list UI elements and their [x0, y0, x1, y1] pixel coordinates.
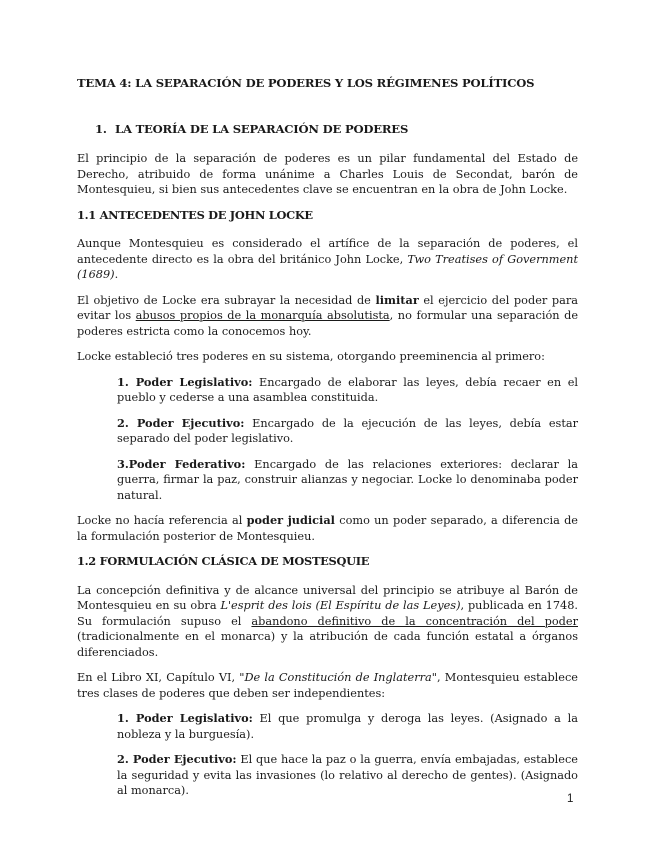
page-number: 1	[567, 793, 574, 805]
section-number: 1.	[95, 121, 107, 136]
document-body	[77, 76, 578, 809]
paragraph-text: .	[114, 268, 119, 281]
item-text: Encargado de elaborar las leyes, debía recaer en el pueblo y cederse a una asamblea constituida.	[117, 375, 579, 404]
bold-text: poder judicial	[246, 513, 335, 527]
item-text: Encargado de las relaciones exteriores: declarar la guerra, firmar la paz, construir alianzas y negociar. Locke lo denominaba poder natural.	[117, 457, 579, 502]
paragraph-text: En el Libro XI, Capítulo VI,	[77, 671, 240, 684]
list-item	[117, 711, 578, 742]
list-item	[117, 416, 578, 447]
bold-text: limitar	[375, 292, 419, 307]
subsection-heading-1-1: 1.1 ANTECEDENTES DE JOHN LOCKE	[77, 207, 313, 222]
paragraph-locke-powers: Locke estableció tres poderes en su sistema, otorgando preeminencia al primero:	[77, 350, 545, 363]
item-text: Encargado de la ejecución de las leyes, debía estar separado del poder legislativo.	[117, 416, 578, 445]
paragraph-locke-objective	[77, 293, 578, 340]
section-label: LA TEORÍA DE LA SEPARACIÓN DE PODERES	[115, 121, 409, 136]
item-text: El que hace la paz o la guerra, envía embajadas, establece la seguridad y evita las invasiones (lo relativo al derecho de gentes). (Asignado al monarca).	[117, 753, 578, 797]
italic-chapter-title: "De la Constitución de Inglaterra"	[239, 671, 437, 684]
underlined-text: abandono definitivo de la concentración del poder	[251, 614, 578, 628]
document-title: TEMA 4: LA SEPARACIÓN DE PODERES Y LOS RÉGIMENES POLÍTICOS	[77, 76, 535, 90]
paragraph-locke-antecedent	[77, 236, 578, 283]
list-item	[117, 752, 578, 799]
list-item	[117, 457, 578, 504]
montesquieu-powers-list	[77, 711, 578, 799]
item-label: 2. Poder Ejecutivo:	[117, 415, 245, 430]
paragraph-text: como un poder separado, a diferencia de la formulación posterior de Montesquieu.	[77, 514, 578, 543]
section-heading-1	[77, 122, 578, 138]
underlined-text: abusos propios de la monarquía absolutista	[135, 309, 390, 322]
paragraph-text: (tradicionalmente en el monarca) y la atribución de cada función estatal a órganos diferenciados.	[77, 630, 578, 659]
paragraph-text: el ejercicio del poder para evitar los	[77, 293, 578, 322]
paragraph-text: , no formular una separación de poderes estricta como la conocemos hoy.	[77, 309, 579, 338]
italic-book-title: Two Treatises of Government (1689)	[77, 252, 578, 281]
subsection-heading-1-2: 1.2 FORMULACIÓN CLÁSICA DE MOSTESQUIE	[77, 554, 370, 568]
paragraph-text: Aunque Montesquieu es considerado el artífice de la separación de poderes, el antecedente directo es la obra del británico John Locke,	[77, 237, 578, 266]
paragraph-text: La concepción definitiva y de alcance universal del principio se atribuye al Barón de Montesquieu en su obra	[77, 583, 578, 612]
paragraph-text: Locke no hacía referencia al	[77, 514, 247, 527]
item-label: 3.Poder Federativo:	[117, 456, 246, 471]
paragraph-libro-xi	[77, 670, 578, 701]
item-label: 2. Poder Ejecutivo:	[117, 752, 237, 766]
paragraph-intro: El principio de la separación de poderes es un pilar fundamental del Estado de Derecho, atribuido de forma unánime a Charles Louis de Secondat, barón de Montesquieu, si bien sus antecedentes clave se encuentran en la obra de John Locke.	[77, 152, 578, 196]
locke-powers-list	[77, 375, 578, 504]
item-text: El que promulga y deroga las leyes. (Asignado a la nobleza y la burguesía).	[117, 712, 578, 741]
item-label: 1. Poder Legislativo:	[117, 711, 253, 725]
paragraph-montesquieu	[77, 583, 578, 661]
paragraph-text: , Montesquieu establece tres clases de poderes que deben ser independientes:	[77, 671, 578, 700]
italic-book-title: L'esprit des lois (El Espíritu de las Leyes)	[220, 599, 461, 612]
list-item	[117, 375, 578, 406]
paragraph-text: El objetivo de Locke era subrayar la necesidad de	[77, 293, 376, 307]
item-label: 1. Poder Legislativo:	[117, 374, 253, 389]
paragraph-judicial	[77, 513, 578, 544]
paragraph-text: , publicada en 1748. Su formulación supuso el	[77, 599, 578, 628]
